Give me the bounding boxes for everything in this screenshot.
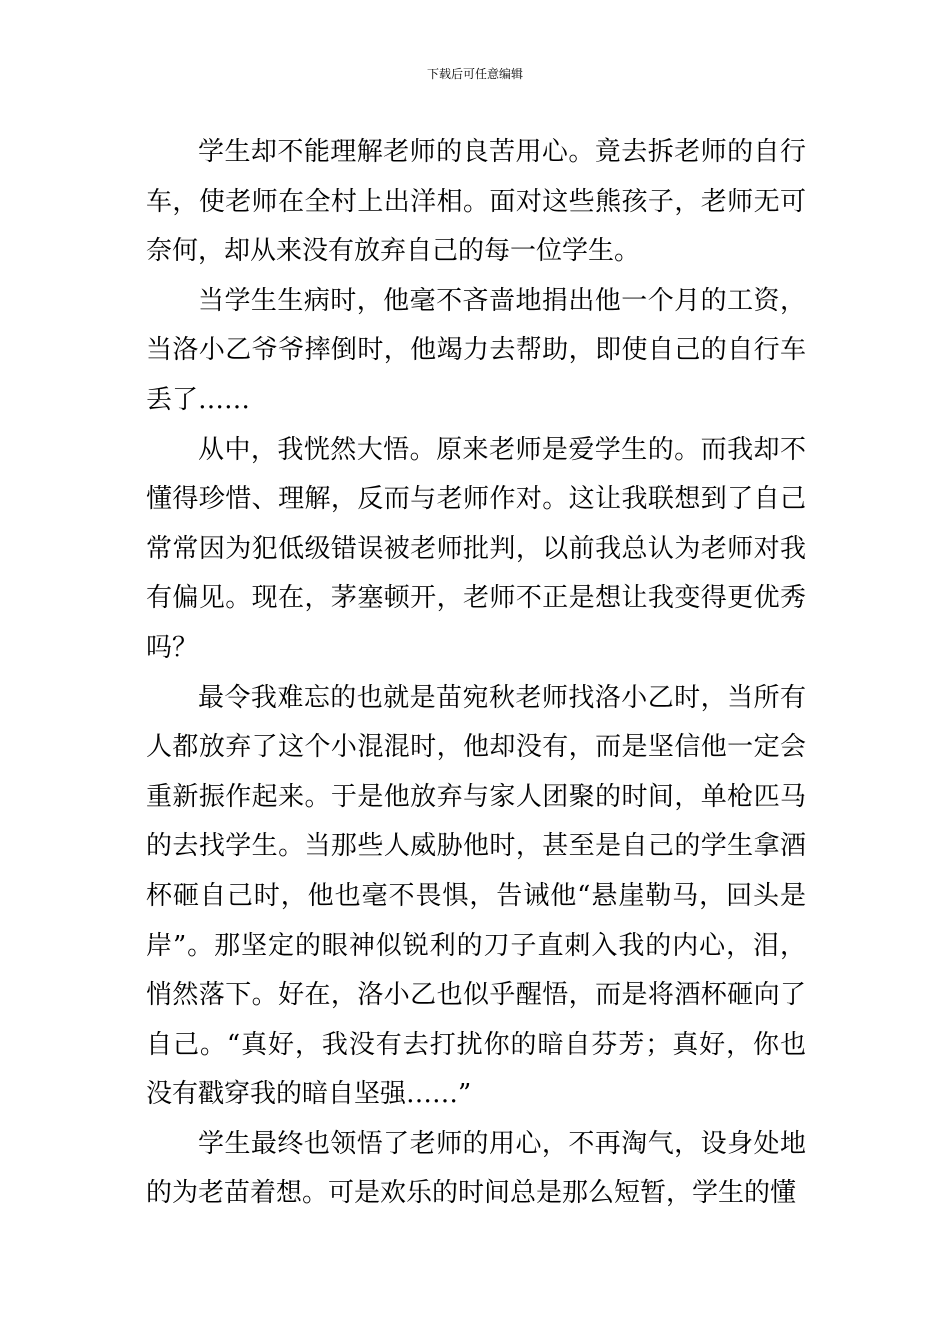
paragraph: 学生最终也领悟了老师的用心，不再淘气，设身处地的为老苗着想。可是欢乐的时间总是那么短暂，学生的懂 (146, 1128, 806, 1209)
page-header: 下载后可任意编辑 (426, 67, 523, 81)
paragraph: 学生却不能理解老师的良苦用心。竟去拆老师的自行车，使老师在全村上出洋相。面对这些熊孩子，老师无可奈何，却从来没有放弃自己的每一位学生。 (146, 137, 806, 267)
paragraph: 当学生生病时，他毫不吝啬地捐出他一个月的工资，当洛小乙爷爷摔倒时，他竭力去帮助，即使自己的自行车丢了…… (146, 285, 806, 415)
paragraph: 最令我难忘的也就是苗宛秋老师找洛小乙时，当所有人都放弃了这个小混混时，他却没有，而是坚信他一定会重新振作起来。于是他放弃与家人团聚的时间，单枪匹马的去找学生。当那些人威胁他时，甚至是自己的学生拿酒杯砸自己时，他也毫不畏惧，告诫他“悬崖勒马，回头是岸”。那坚定的眼神似锐利的刀子直刺入我的内心，泪，悄然落下。好在，洛小乙也似乎醒悟，而是将酒杯砸向了自己。“真好，我没有去打扰你的暗自芬芳；真好，你也没有戳穿我的暗自坚强……” (146, 682, 806, 1110)
paragraph: 从中，我恍然大悟。原来老师是爱学生的。而我却不懂得珍惜、理解，反而与老师作对。这让我联想到了自己常常因为犯低级错误被老师批判，以前我总认为老师对我有偏见。现在，茅塞顿开，老师不正是想让我变得更优秀吗？ (146, 434, 806, 663)
document-body (146, 128, 806, 1219)
